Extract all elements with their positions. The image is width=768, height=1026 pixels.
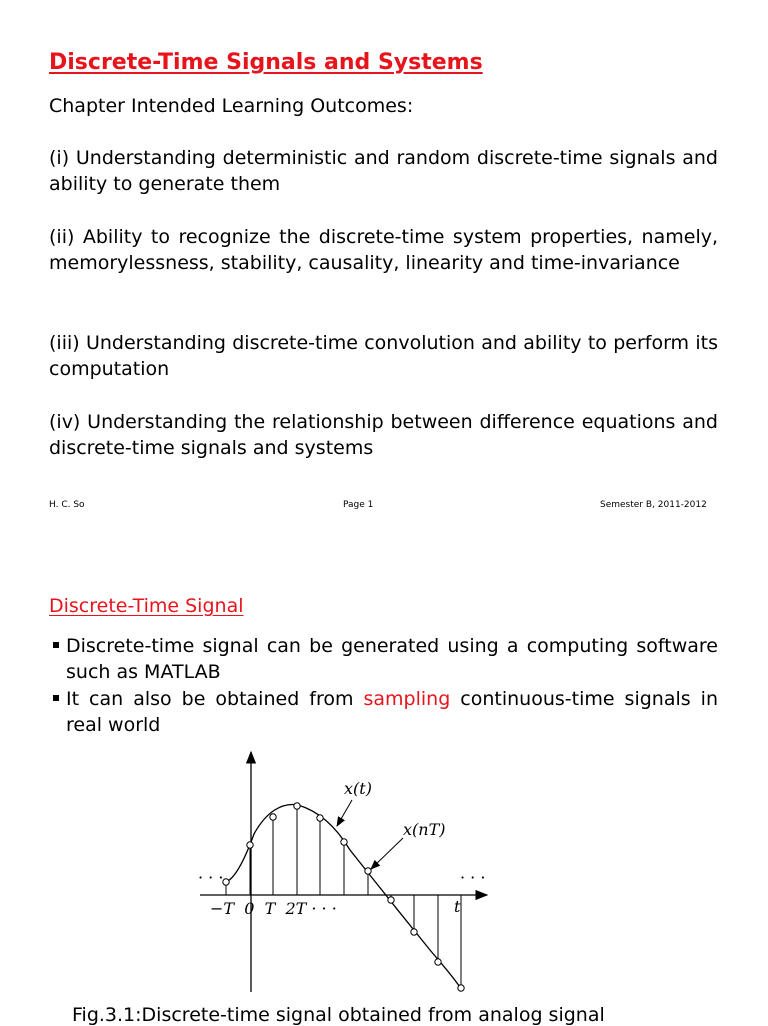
footer-page: Page 1 <box>343 500 374 510</box>
outcome-2: (ii) Ability to recognize the discrete-time system properties, namely, memorylessness, stability, causality, linearity and time-invariance <box>49 226 718 274</box>
label-xnt: x(nT) <box>403 820 446 839</box>
section-title: Discrete-Time Signal <box>49 595 244 617</box>
label-t: t <box>454 897 461 916</box>
dots-left: · · · <box>198 868 224 887</box>
axis-tick-labels: −T 0 T 2T · · · <box>210 899 337 918</box>
bullet-2-after: continuous-time signals in real world <box>66 688 718 736</box>
page-title: Discrete-Time Signals and Systems <box>49 50 483 75</box>
xnt-pointer <box>371 838 403 869</box>
bullet-2-before: It can also be obtained from <box>66 688 364 710</box>
bullet-2-highlight: sampling <box>363 688 451 710</box>
xt-pointer <box>337 800 352 826</box>
label-xt: x(t) <box>344 779 372 798</box>
bullet-1: Discrete-time signal can be generated using a computing software such as MATLAB <box>66 635 718 683</box>
outcome-4: (iv) Understanding the relationship between difference equations and discrete-time signals and systems <box>49 411 718 459</box>
intro-heading: Chapter Intended Learning Outcomes: <box>49 95 414 117</box>
footer-semester: Semester B, 2011-2012 <box>600 500 707 510</box>
outcome-1: (i) Understanding deterministic and random discrete-time signals and ability to generate them <box>49 147 718 195</box>
figure-caption: Fig.3.1:Discrete-time signal obtained from analog signal <box>72 1004 605 1026</box>
dots-right: · · · <box>460 868 486 887</box>
footer-author: H. C. So <box>49 500 85 510</box>
outcome-3: (iii) Understanding discrete-time convolution and ability to perform its computation <box>49 332 718 380</box>
